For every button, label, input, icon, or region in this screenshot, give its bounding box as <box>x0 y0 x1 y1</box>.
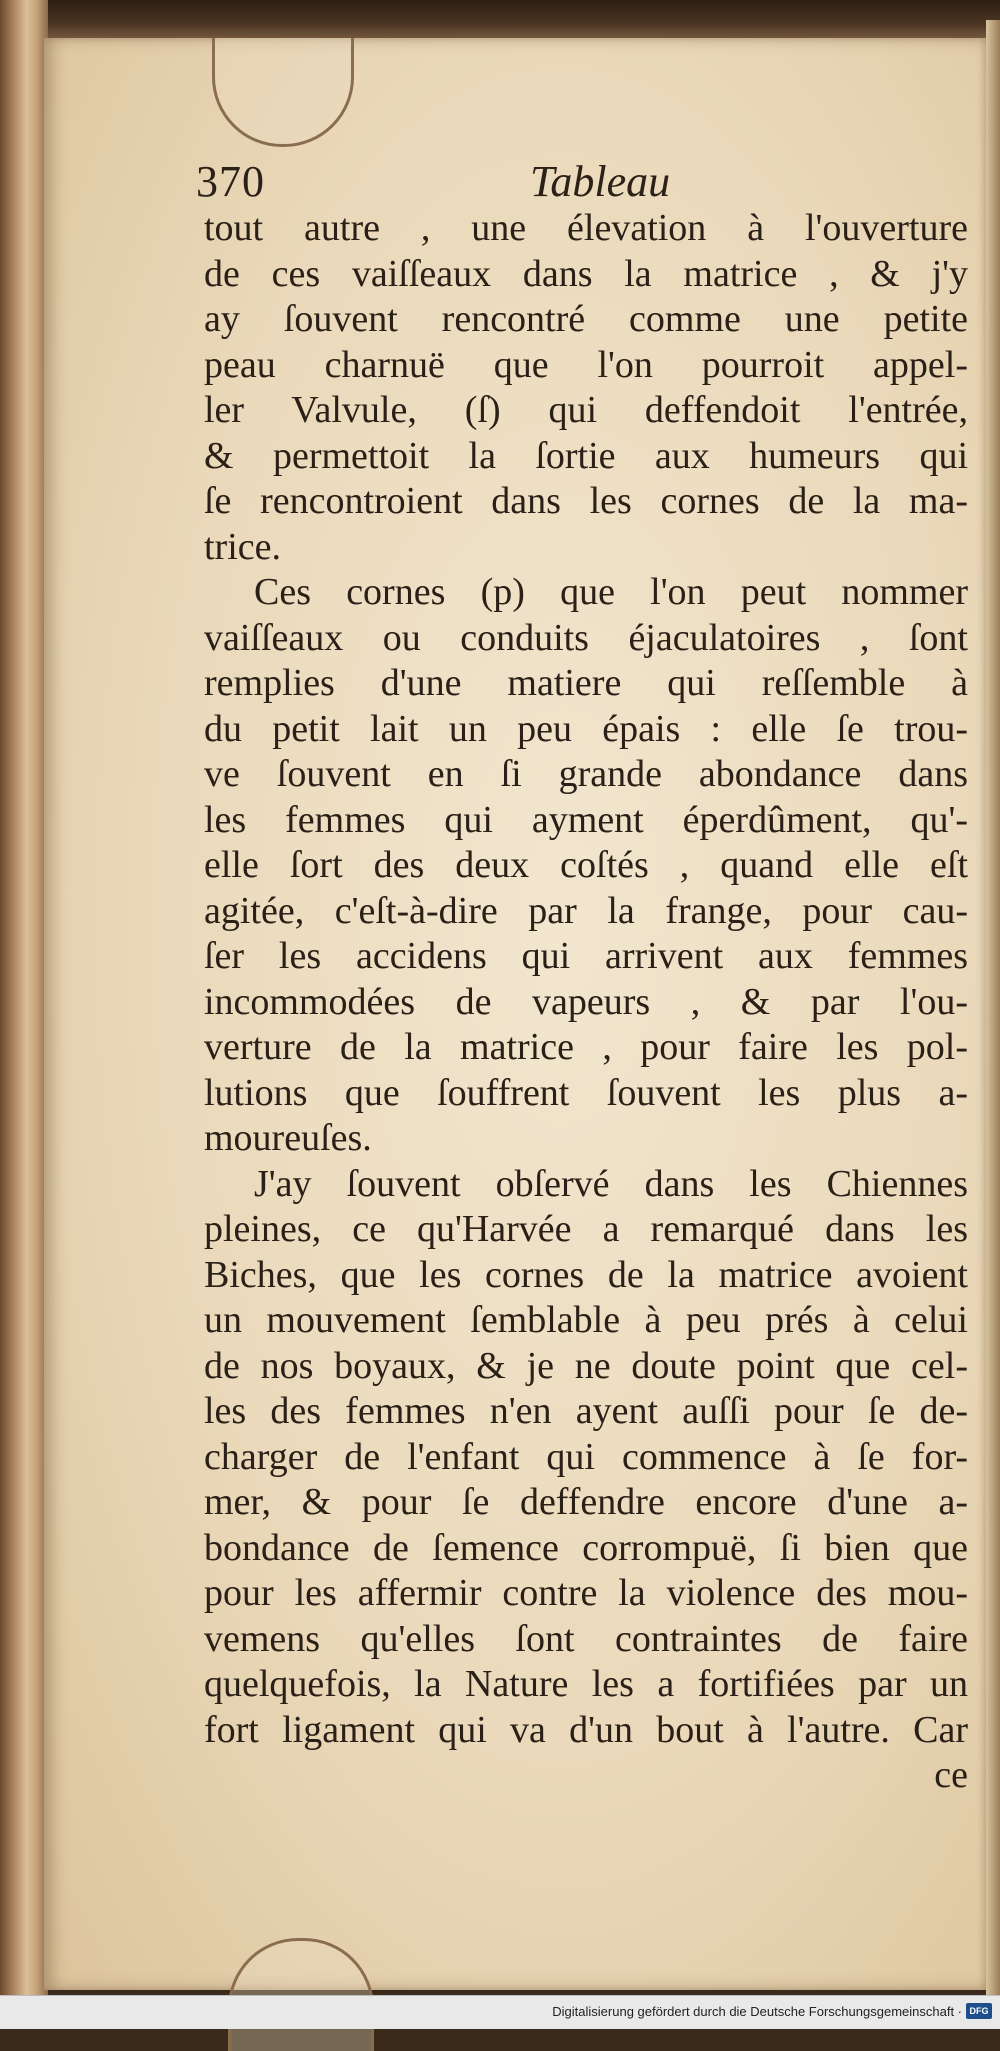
text-line: un mouvement ſemblable à peu prés à celui <box>204 1299 968 1341</box>
text-line: bondance de ſemence corrompuë, ſi bien que <box>204 1526 968 1569</box>
text-line: du petit lait un peu épais : elle ſe trou- <box>204 707 968 750</box>
text-line: fort ligament qui va d'un bout à l'autre. Car <box>204 1708 968 1751</box>
text-line: de nos boyaux, & je ne doute point que cel- <box>204 1344 968 1387</box>
book-right-edge <box>986 20 1000 1995</box>
text-line: Ces cornes (p) que l'on peut nommer <box>254 571 968 613</box>
text-line: Biches, que les cornes de la matrice avoient <box>204 1253 968 1296</box>
text-line: de ces vaiſſeaux dans la matrice , & j'y <box>204 252 968 295</box>
text-line: pour les affermir contre la violence des mou- <box>204 1572 968 1614</box>
text-line: charger de l'enfant qui commence à ſe for- <box>204 1435 968 1478</box>
text-line: elle ſort des deux coſtés , quand elle eſt <box>204 844 968 886</box>
running-title: Tableau <box>530 157 671 206</box>
text-line: ler Valvule, (ſ) qui deffendoit l'entrée, <box>204 389 968 431</box>
text-line: mer, & pour ſe deffendre encore d'une a- <box>204 1481 968 1523</box>
text-line: peau charnuë que l'on pourroit appel- <box>204 343 968 386</box>
page-clip-top <box>212 38 354 147</box>
body-text <box>204 206 968 1799</box>
digitization-credit: Digitalisierung gefördert durch die Deutsche Forschungsgemeinschaft · <box>552 2004 962 2019</box>
text-line: quelquefois, la Nature les a fortifiées par un <box>204 1663 968 1705</box>
text-line: moureuſes. <box>204 1117 372 1159</box>
book-left-edge <box>0 0 48 1995</box>
text-line: vaiſſeaux ou conduits éjaculatoires , ſont <box>204 616 968 659</box>
text-line: vemens qu'elles ſont contraintes de faire <box>204 1617 968 1660</box>
text-line: & permettoit la ſortie aux humeurs qui <box>204 434 968 477</box>
text-line: ſe rencontroient dans les cornes de la ma- <box>204 480 968 522</box>
text-line: les femmes qui ayment éperdûment, qu'- <box>204 798 968 841</box>
text-line: remplies d'une matiere qui reſſemble à <box>204 662 968 704</box>
text-line: ſer les accidens qui arrivent aux femmes <box>204 935 968 977</box>
text-line: ay ſouvent rencontré comme une petite <box>204 298 968 340</box>
text-line: les des femmes n'en ayent auſſi pour ſe de- <box>204 1390 968 1432</box>
book-top-edge <box>0 0 1000 40</box>
page-number: 370 <box>196 157 265 206</box>
text-line: pleines, ce qu'Harvée a remarqué dans les <box>204 1208 968 1250</box>
text-line: J'ay ſouvent obſervé dans les Chiennes <box>254 1162 968 1205</box>
text-line: incommodées de vapeurs , & par l'ou- <box>204 980 968 1023</box>
text-line: verture de la matrice , pour faire les pol- <box>204 1026 968 1068</box>
text-line: lutions que ſouffrent ſouvent les plus a- <box>204 1071 968 1114</box>
catchword: ce <box>934 1754 968 1796</box>
text-line: ve ſouvent en ſi grande abondance dans <box>204 753 968 795</box>
text-line: agitée, c'eſt-à-dire par la frange, pour cau- <box>204 889 968 932</box>
text-line: trice. <box>204 525 282 568</box>
dfg-logo: DFG <box>966 2003 992 2019</box>
text-line: tout autre , une élevation à l'ouverture <box>204 207 968 249</box>
digitization-footer <box>0 1995 1000 2029</box>
